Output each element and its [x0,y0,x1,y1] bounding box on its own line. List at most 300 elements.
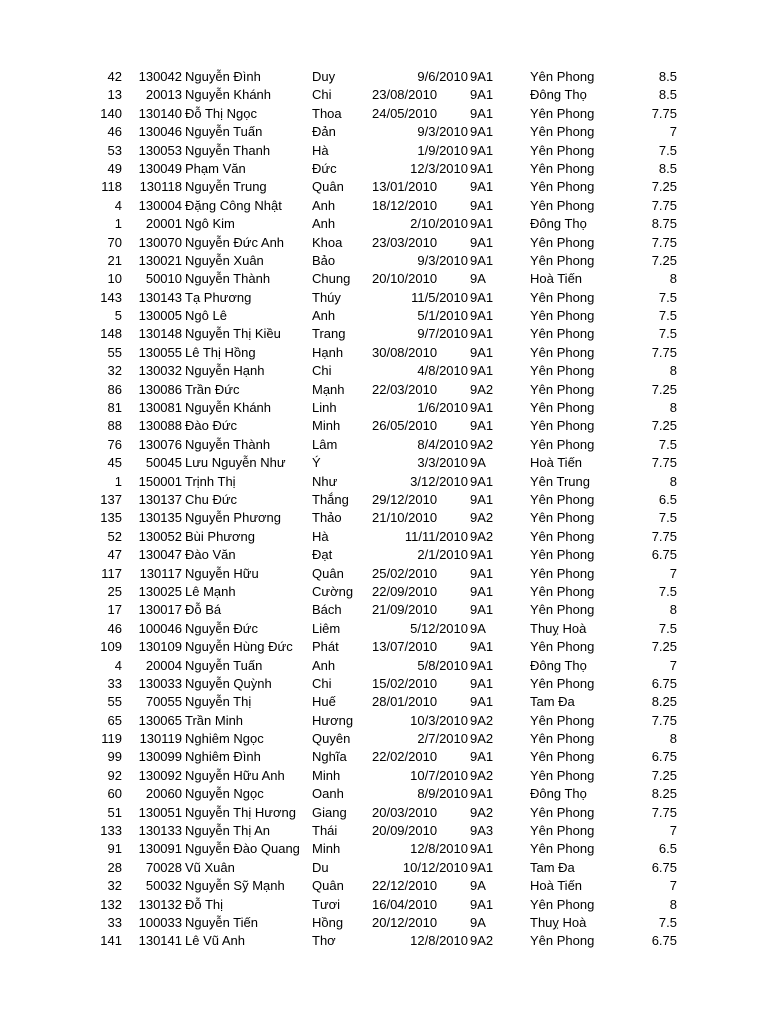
cell-class: 9A1 [470,363,494,379]
cell-school: Yên Phong [530,749,595,765]
cell-last-name: Nguyễn Thị Hương [185,804,296,820]
cell-class: 9A2 [470,804,494,820]
cell-last-name: Đỗ Thị Ngọc [185,105,258,121]
cell-school: Yên Phong [530,583,595,599]
cell-index: 119 [101,731,122,747]
cell-first-name: Nghĩa [312,749,347,765]
cell-first-name: Anh [312,308,336,324]
cell-birth-date: 4/8/2010 [417,363,468,379]
cell-school: Yên Phong [530,234,595,250]
cell-last-name: Nguyễn Thị [185,694,252,710]
cell-birth-date: 20/03/2010 [372,804,438,820]
cell-birth-date: 12/8/2010 [410,933,468,949]
cell-last-name: Đỗ Bá [185,602,222,618]
cell-first-name: Trang [312,326,346,342]
cell-first-name: Phát [312,639,339,655]
cell-student-id: 130021 [138,252,182,268]
table-row [0,399,768,417]
table-row [0,583,768,601]
cell-class: 9A1 [470,657,494,673]
cell-index: 28 [107,859,122,875]
cell-school: Yên Phong [530,565,595,581]
cell-student-id: 70028 [145,859,182,875]
cell-class: 9A [470,455,486,471]
cell-birth-date: 1/6/2010 [417,400,468,416]
cell-first-name: Chung [312,271,351,287]
cell-school: Yên Phong [530,602,595,618]
cell-score: 8 [669,363,677,379]
cell-last-name: Nguyễn Xuân [185,252,264,268]
cell-student-id: 50045 [145,455,182,471]
cell-class: 9A2 [470,731,494,747]
cell-last-name: Nguyễn Khánh [185,87,272,103]
cell-last-name: Nguyễn Hữu [185,565,259,581]
cell-last-name: Nguyễn Phương [185,510,282,526]
cell-first-name: Chi [312,363,332,379]
cell-class: 9A [470,914,486,930]
cell-birth-date: 5/1/2010 [417,308,468,324]
cell-student-id: 130042 [138,69,182,84]
cell-first-name: Hạnh [312,344,344,360]
cell-student-id: 130137 [138,491,182,507]
cell-class: 9A2 [470,528,494,544]
cell-birth-date: 26/05/2010 [372,418,438,434]
table-row [0,197,768,215]
cell-school: Yên Phong [530,491,595,507]
cell-school: Yên Phong [530,344,595,360]
cell-score: 8 [669,602,677,618]
cell-first-name: Quyên [312,731,351,747]
cell-first-name: Thảo [312,510,342,526]
cell-school: Yên Phong [530,289,595,305]
cell-birth-date: 22/03/2010 [372,381,438,397]
cell-first-name: Du [312,859,329,875]
cell-birth-date: 29/12/2010 [372,491,438,507]
cell-birth-date: 24/05/2010 [372,105,438,121]
table-row [0,914,768,932]
cell-school: Đông Thọ [530,216,587,232]
cell-class: 9A2 [470,436,494,452]
cell-student-id: 130076 [138,436,182,452]
cell-student-id: 20060 [145,786,182,802]
cell-student-id: 130055 [138,344,182,360]
cell-score: 8 [669,400,677,416]
cell-index: 132 [100,896,122,912]
cell-class: 9A1 [470,87,494,103]
cell-score: 8.5 [658,160,677,176]
cell-student-id: 130046 [138,124,182,140]
table-row [0,840,768,858]
cell-student-id: 150001 [138,473,182,489]
table-row [0,160,768,178]
cell-birth-date: 9/3/2010 [417,124,468,140]
cell-class: 9A1 [470,326,494,342]
cell-index: 137 [100,491,122,507]
cell-last-name: Đào Văn [185,547,236,563]
cell-index: 17 [107,602,122,618]
cell-last-name: Tạ Phương [185,289,252,305]
cell-student-id: 130081 [138,400,182,416]
cell-class: 9A1 [470,859,494,875]
table-row [0,270,768,288]
cell-student-id: 50032 [145,878,182,894]
cell-score: 7.5 [658,510,677,526]
cell-index: 81 [107,400,122,416]
cell-class: 9A1 [470,583,494,599]
cell-birth-date: 20/10/2010 [372,271,438,287]
cell-first-name: Đức [312,160,337,176]
table-row [0,142,768,160]
cell-birth-date: 25/02/2010 [372,565,438,581]
cell-school: Yên Phong [530,179,595,195]
cell-student-id: 130052 [138,528,182,544]
table-row [0,454,768,472]
cell-birth-date: 13/01/2010 [372,179,438,195]
cell-last-name: Trần Đức [185,381,240,397]
cell-class: 9A2 [470,767,494,783]
cell-class: 9A1 [470,565,494,581]
cell-school: Yên Phong [530,326,595,342]
table-row [0,859,768,877]
cell-student-id: 130033 [138,675,182,691]
cell-first-name: Linh [312,400,337,416]
table-row [0,748,768,766]
cell-score: 7.5 [658,620,677,636]
cell-school: Yên Phong [530,804,595,820]
cell-school: Yên Phong [530,675,595,691]
table-row [0,68,768,86]
table-row [0,804,768,822]
cell-student-id: 130025 [138,583,182,599]
table-row [0,877,768,895]
cell-index: 117 [101,565,122,581]
cell-score: 7.75 [651,344,677,360]
cell-student-id: 130141 [138,933,182,949]
cell-class: 9A1 [470,639,494,655]
cell-class: 9A1 [470,602,494,618]
table-row [0,417,768,435]
cell-index: 118 [101,179,122,195]
cell-score: 7.25 [651,179,677,195]
cell-last-name: Nguyễn Thành [185,271,271,287]
cell-first-name: Huế [312,694,336,710]
cell-class: 9A1 [470,841,494,857]
cell-student-id: 130065 [138,712,182,728]
cell-index: 32 [107,363,122,379]
cell-class: 9A1 [470,896,494,912]
cell-school: Yên Phong [530,823,595,839]
cell-first-name: Anh [312,216,336,232]
cell-first-name: Thúy [312,289,341,305]
cell-first-name: Chi [312,675,332,691]
cell-score: 6.75 [651,749,677,765]
cell-score: 7.5 [658,289,677,305]
cell-birth-date: 23/08/2010 [372,87,438,103]
cell-last-name: Nghiêm Ngọc [185,731,264,747]
table-row [0,767,768,785]
cell-score: 7 [669,124,677,140]
cell-birth-date: 10/12/2010 [402,859,468,875]
cell-class: 9A1 [470,400,494,416]
cell-class: 9A1 [470,749,494,765]
cell-first-name: Quân [312,878,344,894]
cell-last-name: Ngô Lê [185,308,227,324]
cell-school: Yên Phong [530,418,595,434]
cell-last-name: Nguyễn Đức [185,620,259,636]
cell-index: 140 [100,105,122,121]
cell-last-name: Nguyễn Sỹ Mạnh [185,878,285,894]
cell-score: 6.75 [651,675,677,691]
cell-first-name: Quân [312,179,344,195]
cell-index: 88 [107,418,122,434]
cell-student-id: 130118 [139,179,182,195]
cell-class: 9A2 [470,933,494,949]
cell-index: 109 [100,639,122,655]
cell-last-name: Nguyễn Quỳnh [185,675,272,691]
cell-score: 7.75 [651,804,677,820]
cell-first-name: Hà [312,528,329,544]
table-row [0,307,768,325]
cell-school: Yên Phong [530,160,595,176]
cell-last-name: Nguyễn Thanh [185,142,271,158]
cell-student-id: 130119 [139,731,182,747]
cell-class: 9A1 [470,142,494,158]
cell-index: 25 [107,583,122,599]
cell-birth-date: 20/12/2010 [372,914,438,930]
cell-school: Yên Phong [530,308,595,324]
cell-birth-date: 18/12/2010 [372,197,438,213]
cell-birth-date: 8/9/2010 [417,786,468,802]
cell-last-name: Nguyễn Trung [185,179,267,195]
cell-last-name: Nguyễn Hữu Anh [185,767,285,783]
cell-index: 51 [107,804,122,820]
cell-student-id: 130148 [138,326,182,342]
cell-last-name: Nguyễn Đào Quang [185,841,300,857]
cell-class: 9A1 [470,179,494,195]
cell-student-id: 130132 [138,896,182,912]
cell-student-id: 130032 [138,363,182,379]
table-row [0,932,768,950]
cell-first-name: Đản [312,124,336,140]
cell-score: 7 [669,565,677,581]
cell-index: 70 [107,234,122,250]
cell-last-name: Lê Thị Hồng [185,344,256,360]
table-row [0,362,768,380]
cell-index: 4 [114,657,122,673]
cell-score: 7.75 [651,197,677,213]
cell-school: Yên Phong [530,767,595,783]
cell-birth-date: 11/5/2010 [411,289,468,305]
cell-index: 46 [107,620,122,636]
cell-school: Yên Phong [530,69,595,84]
cell-school: Yên Phong [530,381,595,397]
cell-last-name: Nguyễn Đình [185,69,261,84]
cell-score: 8 [669,896,677,912]
cell-school: Yên Phong [530,510,595,526]
table-row [0,693,768,711]
cell-birth-date: 22/09/2010 [372,583,438,599]
cell-last-name: Nguyễn Tiến [185,914,258,930]
cell-score: 7.75 [651,455,677,471]
cell-last-name: Nguyễn Thị Kiều [185,326,281,342]
cell-birth-date: 21/10/2010 [372,510,438,526]
cell-school: Yên Phong [530,841,595,857]
cell-last-name: Trần Minh [185,712,244,728]
cell-first-name: Anh [312,657,336,673]
cell-first-name: Mạnh [312,381,345,397]
cell-class: 9A [470,878,486,894]
cell-score: 7 [669,657,677,673]
cell-score: 6.75 [651,547,677,563]
cell-index: 55 [107,694,122,710]
cell-class: 9A1 [470,694,494,710]
cell-school: Yên Phong [530,547,595,563]
cell-score: 8.25 [651,694,677,710]
cell-class: 9A1 [470,786,494,802]
cell-score: 7.75 [651,528,677,544]
cell-student-id: 50010 [145,271,182,287]
cell-index: 141 [100,933,122,949]
cell-last-name: Nguyễn Tuấn [185,657,263,673]
cell-index: 1 [114,216,122,232]
cell-birth-date: 20/09/2010 [372,823,438,839]
cell-index: 32 [107,878,122,894]
cell-school: Thuỵ Hoà [530,914,587,930]
cell-birth-date: 11/11/2010 [404,528,468,544]
cell-class: 9A [470,620,486,636]
cell-class: 9A2 [470,510,494,526]
cell-score: 7 [669,878,677,894]
table-row [0,638,768,656]
cell-birth-date: 15/02/2010 [372,675,438,691]
cell-index: 10 [107,271,122,287]
cell-birth-date: 3/3/2010 [417,455,468,471]
cell-student-id: 130109 [138,639,182,655]
table-row [0,546,768,564]
cell-last-name: Nghiêm Đình [185,749,261,765]
table-row [0,730,768,748]
cell-birth-date: 2/1/2010 [417,547,468,563]
cell-first-name: Bách [312,602,342,618]
cell-birth-date: 9/7/2010 [417,326,468,342]
cell-student-id: 130135 [138,510,182,526]
cell-index: 46 [107,124,122,140]
cell-index: 53 [107,142,122,158]
cell-class: 9A1 [470,675,494,691]
table-row [0,657,768,675]
cell-index: 55 [107,344,122,360]
cell-index: 52 [107,528,122,544]
cell-class: 9A1 [470,197,494,213]
cell-score: 7.25 [651,252,677,268]
cell-score: 8.25 [651,786,677,802]
cell-student-id: 130099 [138,749,182,765]
cell-index: 92 [107,767,122,783]
cell-class: 9A1 [470,289,494,305]
cell-index: 13 [107,87,122,103]
cell-index: 99 [107,749,122,765]
cell-class: 9A1 [470,418,494,434]
cell-school: Yên Trung [530,473,590,489]
cell-first-name: Tươi [312,896,341,912]
cell-score: 7.25 [651,639,677,655]
cell-birth-date: 2/10/2010 [410,216,468,232]
cell-birth-date: 12/3/2010 [410,160,468,176]
cell-birth-date: 22/12/2010 [372,878,438,894]
cell-school: Yên Phong [530,363,595,379]
cell-school: Yên Phong [530,712,595,728]
cell-student-id: 130140 [138,105,182,121]
cell-score: 7.5 [658,326,677,342]
cell-birth-date: 5/12/2010 [410,620,468,636]
table-row [0,528,768,546]
cell-school: Yên Phong [530,896,595,912]
cell-first-name: Liêm [312,620,341,636]
cell-birth-date: 23/03/2010 [372,234,438,250]
cell-school: Đông Thọ [530,786,587,802]
cell-score: 7.5 [658,583,677,599]
table-row [0,381,768,399]
cell-student-id: 130005 [138,308,182,324]
cell-school: Yên Phong [530,528,595,544]
cell-first-name: Đạt [312,547,333,563]
cell-school: Yên Phong [530,142,595,158]
student-table [0,68,768,951]
cell-class: 9A1 [470,344,494,360]
cell-score: 7.25 [651,418,677,434]
cell-birth-date: 16/04/2010 [372,896,438,912]
cell-index: 76 [107,436,122,452]
cell-first-name: Minh [312,418,341,434]
cell-class: 9A1 [470,69,494,84]
cell-school: Yên Phong [530,731,595,747]
cell-birth-date: 12/8/2010 [410,841,468,857]
cell-index: 45 [107,455,122,471]
cell-class: 9A2 [470,712,494,728]
cell-first-name: Minh [312,841,341,857]
cell-class: 9A [470,271,486,287]
cell-last-name: Trịnh Thị [185,473,236,489]
cell-index: 42 [107,69,122,84]
cell-first-name: Thái [312,823,338,839]
cell-birth-date: 13/07/2010 [372,639,438,655]
cell-birth-date: 28/01/2010 [372,694,438,710]
cell-first-name: Minh [312,767,341,783]
cell-first-name: Anh [312,197,336,213]
cell-birth-date: 5/8/2010 [417,657,468,673]
cell-class: 9A1 [470,160,494,176]
cell-score: 8.75 [651,216,677,232]
cell-score: 7.5 [658,142,677,158]
cell-index: 5 [114,308,122,324]
cell-first-name: Giang [312,804,347,820]
cell-last-name: Nguyễn Ngọc [185,786,264,802]
cell-score: 7.75 [651,234,677,250]
cell-index: 60 [107,786,122,802]
cell-score: 8.5 [658,69,677,84]
cell-last-name: Lưu Nguyễn Như [185,455,286,471]
cell-index: 49 [107,160,122,176]
table-row [0,215,768,233]
cell-birth-date: 2/7/2010 [417,731,468,747]
table-row [0,105,768,123]
cell-last-name: Lê Vũ Anh [185,933,245,949]
cell-class: 9A1 [470,105,494,121]
cell-score: 8 [669,271,677,287]
cell-first-name: Hương [312,712,354,728]
cell-first-name: Như [312,473,338,489]
cell-score: 8 [669,731,677,747]
